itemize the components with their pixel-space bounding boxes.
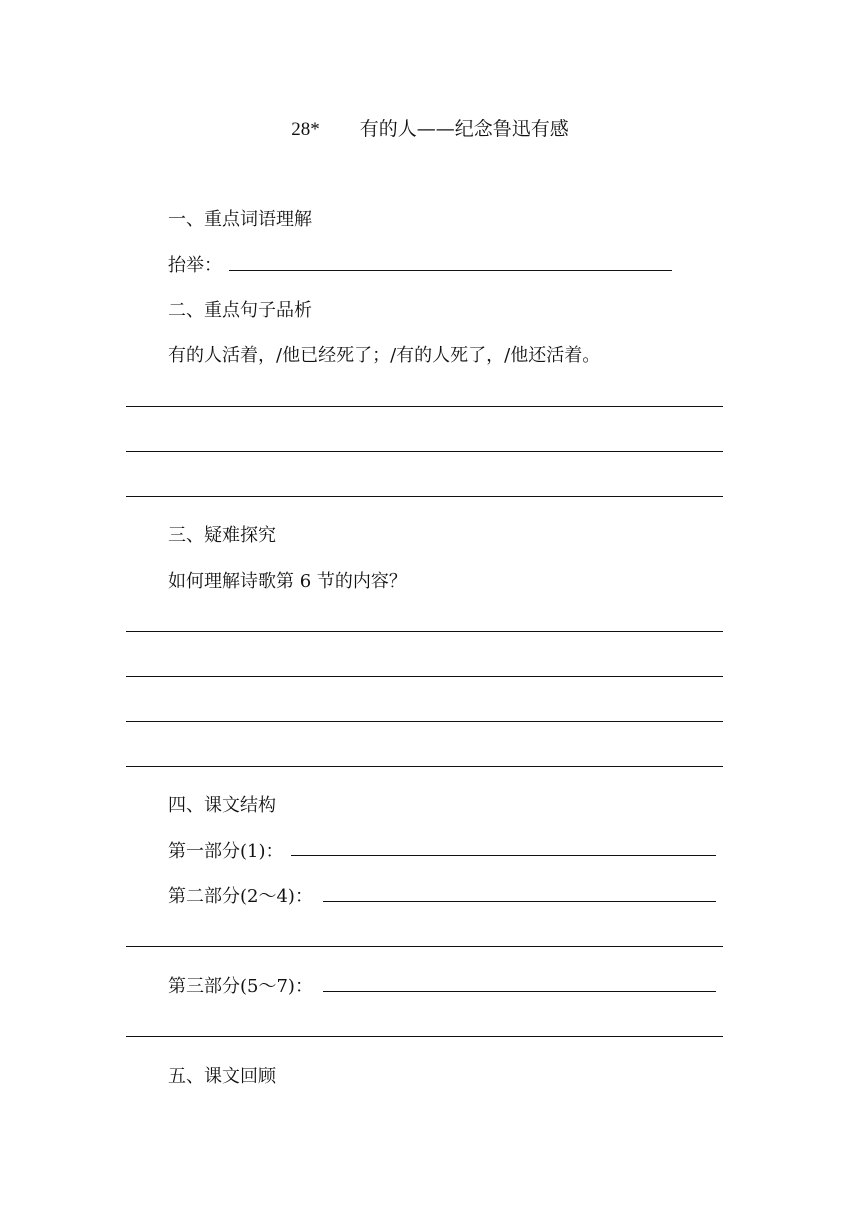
part2-label: 第二部分(2～4)： bbox=[168, 886, 313, 907]
answer-line[interactable] bbox=[126, 406, 723, 407]
answer-line[interactable] bbox=[126, 946, 723, 947]
lesson-number: 28* bbox=[291, 119, 320, 140]
inquiry-question: 如何理解诗歌第 6 节的内容？ bbox=[168, 571, 407, 592]
lesson-title: 有的人——纪念鲁迅有感 bbox=[359, 118, 569, 140]
answer-line[interactable] bbox=[126, 676, 723, 677]
part2-answer-blank[interactable] bbox=[323, 901, 716, 902]
section1-heading: 一、重点词语理解 bbox=[168, 209, 312, 230]
part3-label: 第三部分(5～7)： bbox=[168, 976, 313, 997]
answer-line[interactable] bbox=[126, 451, 723, 452]
answer-line[interactable] bbox=[126, 631, 723, 632]
part3-answer-blank[interactable] bbox=[323, 991, 716, 992]
section3-heading: 三、疑难探究 bbox=[168, 525, 276, 546]
section2-heading: 二、重点句子品析 bbox=[168, 300, 312, 321]
section5-heading: 五、课文回顾 bbox=[168, 1066, 276, 1087]
term-label: 抬举： bbox=[168, 255, 222, 276]
page-title bbox=[0, 114, 860, 141]
section4-heading: 四、课文结构 bbox=[168, 795, 276, 816]
answer-line[interactable] bbox=[126, 496, 723, 497]
answer-line[interactable] bbox=[126, 766, 723, 767]
answer-line[interactable] bbox=[126, 1036, 723, 1037]
key-sentence: 有的人活着，/他已经死了；/有的人死了，/他还活着。 bbox=[168, 345, 601, 366]
part1-label: 第一部分(1)： bbox=[168, 841, 284, 862]
term-answer-blank[interactable] bbox=[229, 270, 672, 271]
part1-answer-blank[interactable] bbox=[291, 855, 716, 856]
answer-line[interactable] bbox=[126, 721, 723, 722]
